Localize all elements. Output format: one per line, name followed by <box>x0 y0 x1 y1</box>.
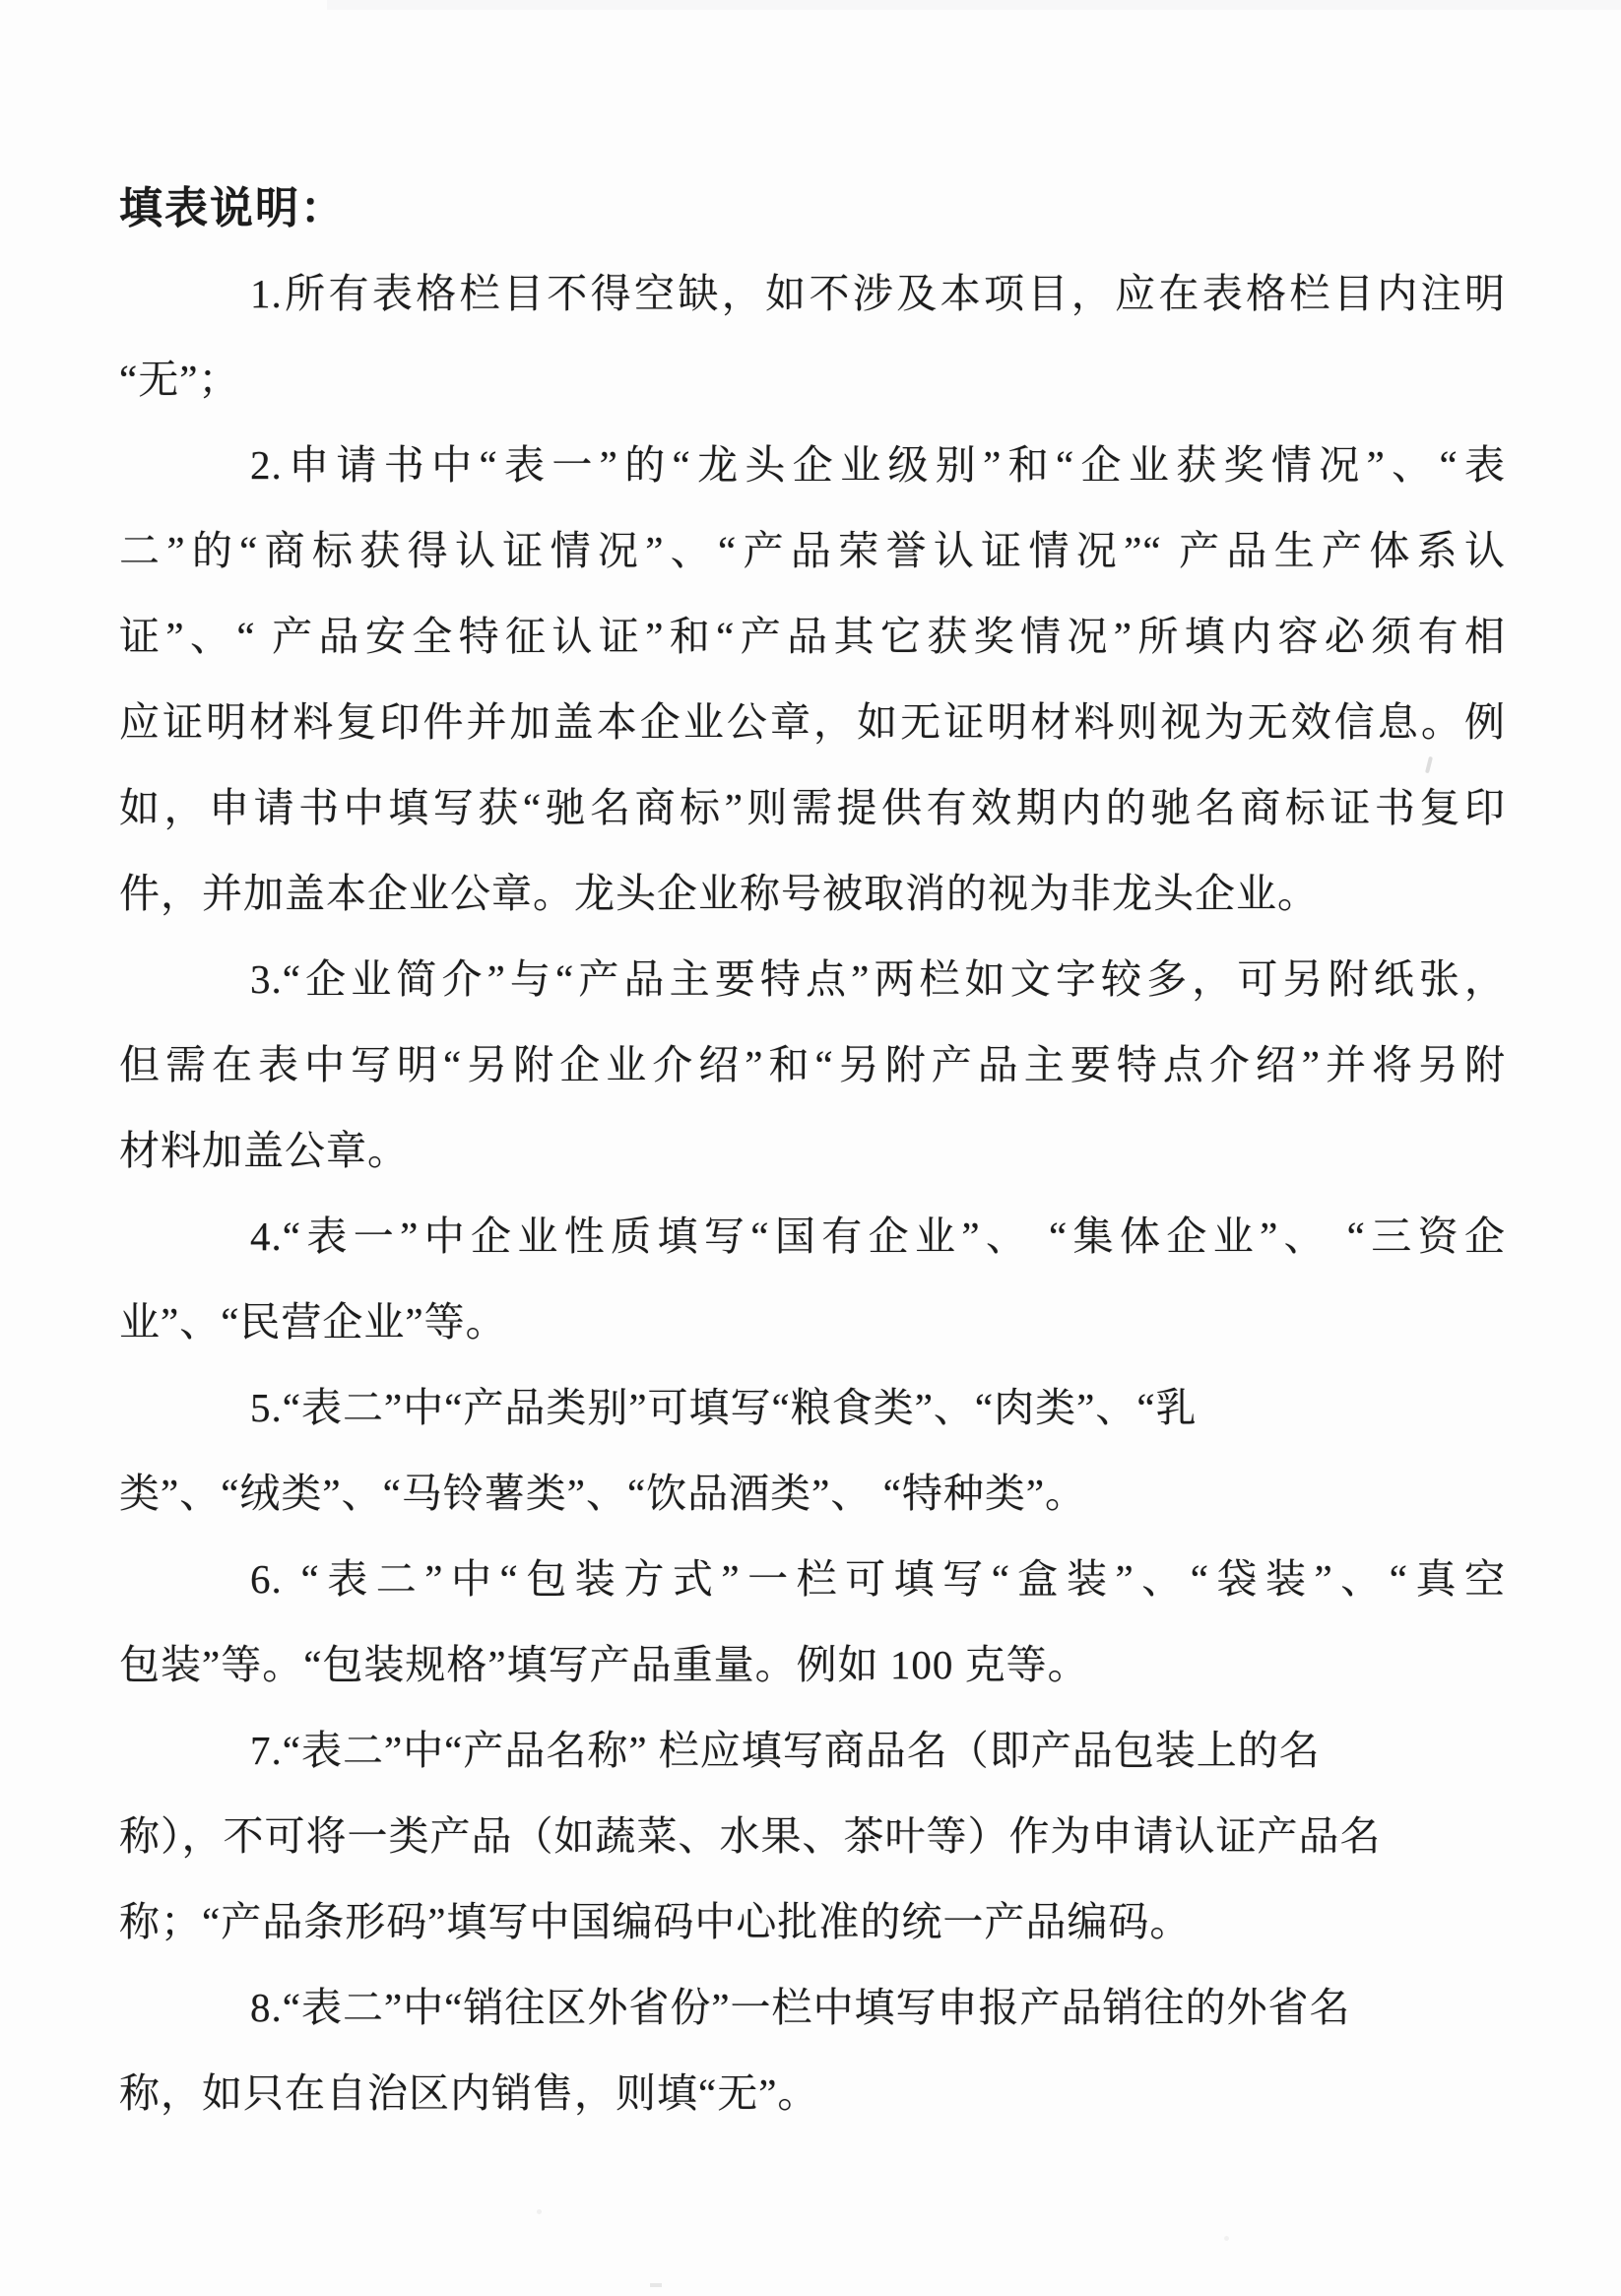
text-line: “无”； <box>119 357 240 402</box>
form-instructions <box>119 165 1506 2136</box>
text-line: 1.所有表格栏目不得空缺，如不涉及本项目，应在表格栏目内注明 <box>250 271 1506 316</box>
text-line: 如，申请书中填写获“驰名商标”则需提供有效期内的驰名商标证书复印 <box>119 785 1506 830</box>
scan-artifact <box>1224 2236 1229 2241</box>
text-line: 件，并加盖本企业公章。龙头企业称号被取消的视为非龙头企业。 <box>119 871 1319 916</box>
scan-artifact <box>650 2283 662 2287</box>
text-line: 4.“表一”中企业性质填写“国有企业”、 “集体企业”、 “三资企 <box>250 1214 1506 1259</box>
text-line: 2.申请书中“表一”的“龙头企业级别”和“企业获奖情况”、“表 <box>250 442 1506 488</box>
text-line: 称；“产品条形码”填写中国编码中心批准的统一产品编码。 <box>119 1899 1192 1944</box>
text-line: 称），不可将一类产品（如蔬菜、水果、茶叶等）作为申请认证产品名 <box>119 1813 1382 1859</box>
text-line: 证”、“ 产品安全特征认证”和“产品其它获奖情况”所填内容必须有相 <box>119 614 1506 659</box>
text-line: 但需在表中写明“另附企业介绍”和“另附产品主要特点介绍”并将另附 <box>119 1042 1506 1087</box>
text-line: 3.“企业简介”与“产品主要特点”两栏如文字较多，可另附纸张， <box>250 956 1506 1002</box>
text-line: 业”、“民营企业”等。 <box>119 1299 507 1345</box>
text-line: 材料加盖公章。 <box>119 1128 409 1173</box>
scan-edge-band <box>327 0 1621 10</box>
text-line: 应证明材料复印件并加盖本企业公章，如无证明材料则视为无效信息。例 <box>119 699 1506 745</box>
text-line: 6. “表二”中“包装方式”一栏可填写“盒装”、“袋装”、“真空 <box>250 1556 1506 1602</box>
text-line: 称，如只在自治区内销售，则填“无”。 <box>119 2070 819 2116</box>
text-line: 类”、“绒类”、“马铃薯类”、“饮品酒类”、 “特种类”。 <box>119 1471 1087 1516</box>
text-line: 8.“表二”中“销往区外省份”一栏中填写申报产品销往的外省名 <box>250 1985 1351 2030</box>
scan-artifact <box>537 2209 542 2214</box>
text-line: 7.“表二”中“产品名称” 栏应填写商品名（即产品包装上的名 <box>250 1728 1321 1773</box>
page-title: 填表说明： <box>119 184 346 232</box>
text-line: 二”的“商标获得认证情况”、“产品荣誉认证情况”“ 产品生产体系认 <box>119 528 1506 573</box>
text-line: 5.“表二”中“产品类别”可填写“粮食类”、“肉类”、“乳 <box>250 1385 1198 1430</box>
text-line: 包装”等。“包装规格”填写产品重量。例如 100 克等。 <box>119 1642 1089 1687</box>
